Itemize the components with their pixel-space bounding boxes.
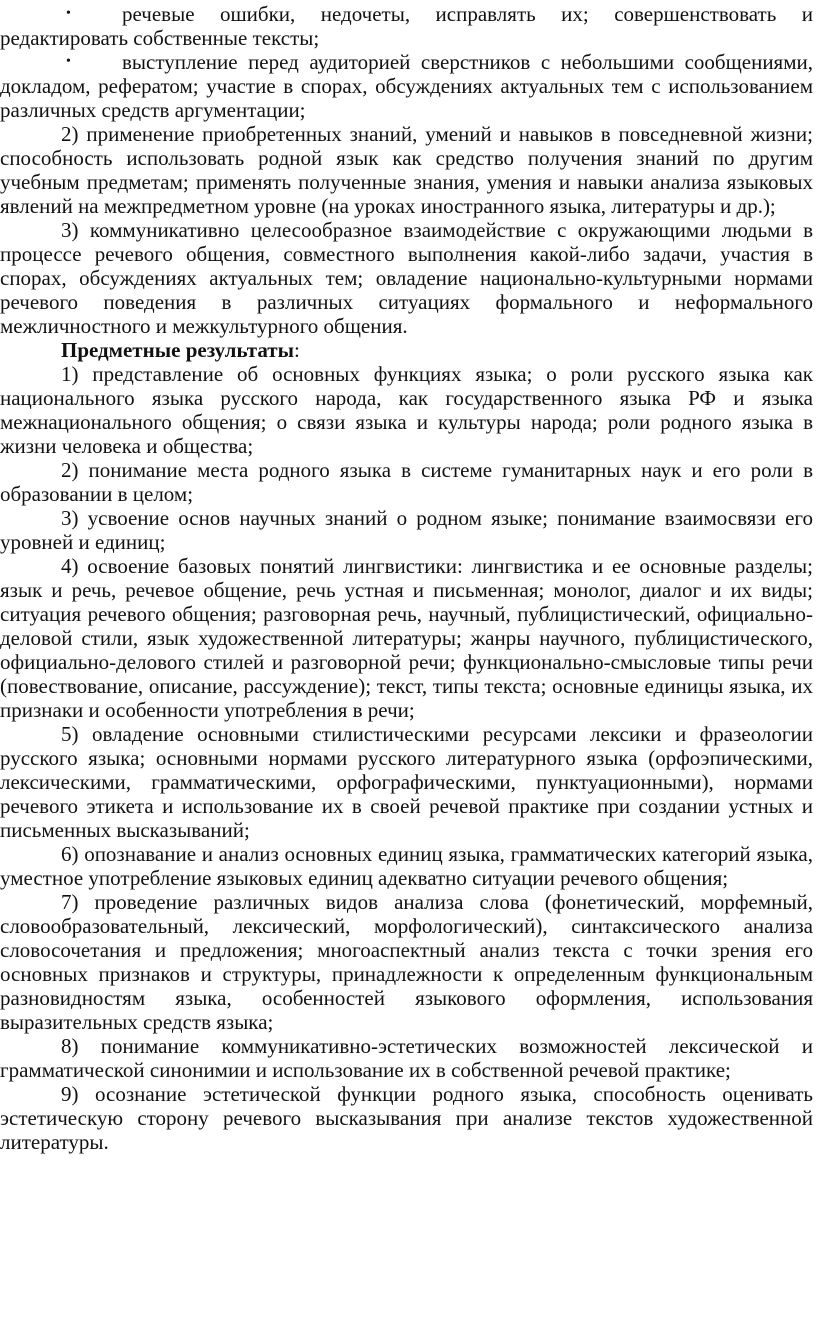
bullet-icon: • xyxy=(66,6,71,21)
subject-result-item: 3) усвоение основ научных знаний о родном языке; понимание взаимосвязи его уровней и единиц; xyxy=(0,506,813,554)
bullet-icon: • xyxy=(66,54,71,69)
bullet-text: речевые ошибки, недочеты, исправлять их; совершенствовать и редактировать собственные тексты; xyxy=(0,2,813,50)
subject-result-item: 8) понимание коммуникативно-эстетических возможностей лексической и грамматической синонимии и использование их в собственной речевой практике; xyxy=(0,1034,813,1082)
subject-result-item: 4) освоение базовых понятий лингвистики: лингвистика и ее основные разделы; язык и речь, речевое общение, речь устная и письменная; монолог, диалог и их виды; ситуация речевого общения; разговорная речь, научный, публицистический, официально-деловой стили, язык художественной литературы; жанры научного, публицистического, официально-делового стилей и разговорной речи; функционально-смысловые типы речи (повествование, описание, рассуждение); текст, типы текста; основные единицы языка, их признаки и особенности употребления в речи; xyxy=(0,554,813,722)
subject-result-item: 7) проведение различных видов анализа слова (фонетический, морфемный, словообразовательный, лексический, морфологический), синтаксического анализа словосочетания и предложения; многоаспектный анализ текста с точки зрения его основных признаков и структуры, принадлежности к определенным функциональным разновидностям языка, особенностей языкового оформления, использования выразительных средств языка; xyxy=(0,890,813,1034)
subject-result-item: 9) осознание эстетической функции родного языка, способность оценивать эстетическую сторону речевого высказывания при анализе текстов художественной литературы. xyxy=(0,1082,813,1154)
subject-result-item: 6) опознавание и анализ основных единиц языка, грамматических категорий языка, уместное употребление языковых единиц адекватно ситуации речевого общения; xyxy=(0,842,813,890)
bullet-text: выступление перед аудиторией сверстников с небольшими сообщениями, докладом, рефератом; участие в спорах, обсуждениях актуальных тем с использованием различных средств аргументации; xyxy=(0,50,813,122)
bullet-item xyxy=(0,50,813,122)
meta-result-item: 2) применение приобретенных знаний, умений и навыков в повседневной жизни; способность использовать родной язык как средство получения знаний по другим учебным предметам; применять полученные знания, умения и навыки анализа языковых явлений на межпредметном уровне (на уроках иностранного языка, литературы и др.); xyxy=(0,122,813,218)
subject-result-item: 2) понимание места родного языка в системе гуманитарных наук и его роли в образовании в целом; xyxy=(0,458,813,506)
subject-result-item: 1) представление об основных функциях языка; о роли русского языка как национального языка русского народа, как государственного языка РФ и языка межнационального общения; о связи языка и культуры народа; роли родного языка в жизни человека и общества; xyxy=(0,362,813,458)
subject-result-item: 5) овладение основными стилистическими ресурсами лексики и фразеологии русского языка; основными нормами русского литературного языка (орфоэпическими, лексическими, грамматическими, орфографическими, пунктуационными), нормами речевого этикета и использование их в своей речевой практике при создании устных и письменных высказываний; xyxy=(0,722,813,842)
section-heading-colon: : xyxy=(294,338,300,362)
bullet-item xyxy=(0,2,813,50)
meta-result-item: 3) коммуникативно целесообразное взаимодействие с окружающими людьми в процессе речевого общения, совместного выполнения какой-либо задачи, участия в спорах, обсуждениях актуальных тем; овладение национально-культурными нормами речевого поведения в различных ситуациях формального и неформального межличностного и межкультурного общения. xyxy=(0,218,813,338)
section-heading xyxy=(0,338,813,362)
section-heading-text: Предметные результаты xyxy=(61,338,294,362)
